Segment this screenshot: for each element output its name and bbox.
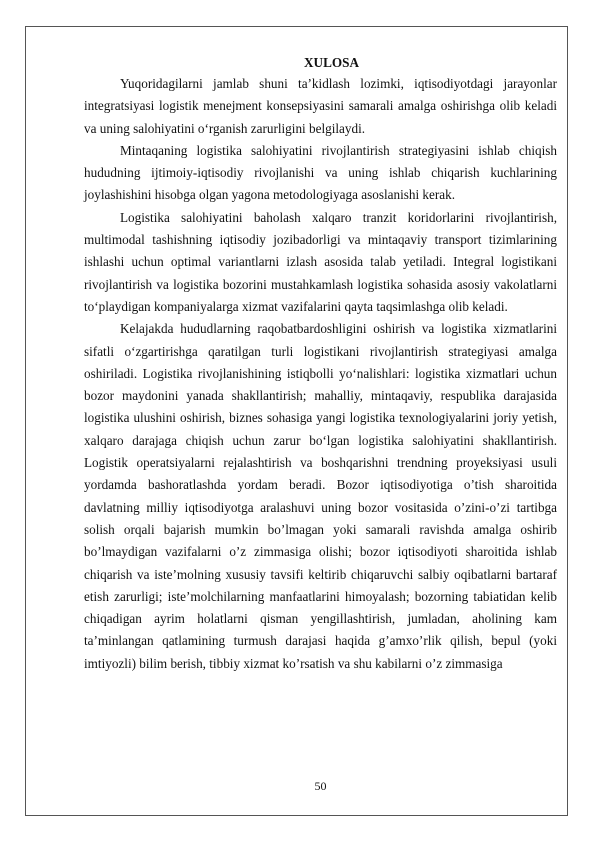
section-title: XULOSA (304, 55, 359, 70)
page-number: 50 (314, 779, 327, 793)
paragraph-3: Logistika salohiyatini baholash xalqaro tranzit koridorlarini rivojlantirish, multimodal tashishning iqtisodiy jozibadorligi va mintaqaviy transport tizimlarining ishlashi uchun optimal variantlarni izlash asosida talab yetiladi. Integral logistikani rivojlantirish va logistika bozorini mustahkamlash logistika sohasida asosiy vakolatlarni to‘playdigan kompaniyalarga xizmat vazifalarini qayta taqsimlashga olib keladi. (84, 209, 557, 314)
paragraph-1: Yuqoridagilarni jamlab shuni ta’kidlash lozimki, iqtisodiyotdagi jarayonlar integratsiyasi logistik menejment konsepsiyasini samarali amalga oshirishga olib keladi va uning salohiyatini o‘rganish zarurligini belgilaydi. (84, 76, 557, 136)
document-body (84, 55, 557, 675)
paragraph-4: Kelajakda hududlarning raqobatbardoshligini oshirish va logistika xizmatlarini sifatli o‘zgartirishga qaratilgan turli logistikani rivojlantirish strategiyasi amalga oshiriladi. Logistika rivojlanishining istiqbolli yo‘nalishlari: logistika xizmatlari uchun bozor maydonini yanada shakllantirish; mahalliy, mintaqaviy, respublika darajasida logistika ulushini oshirish, biznes sohasiga yangi logistika texnologiyalarini joriy yetish, xalqaro darajaga chiqish uchun zarur bo‘lgan logistika salohiyatini shakllantirish. Logistik operatsiyalarni rejalashtirish va boshqarishni trendning proyeksiyasi usuli yordamda bashoratlashda yordam beradi. Bozor iqtisodiyotiga o’tish sharoitida davlatning milliy iqtisodiyotga aralashuvi uning bozor vositasida o’zini-o’zi tartibga solish orqali bajarish mumkin bo’lmagan yoki samarali ravishda amalga oshirib bo’lmaydigan vazifalarni o’z zimmasiga olishi; bozor iqtisodiyoti sharoitida ishlab chiqarish va iste’molning xususiy tavsifi keltirib chiqaruvchi salbiy oqibatlarni bartaraf etish zarurligi; iste’molchilarning manfaatlarini himoyalash; bozorning tabiatidan kelib chiqadigan ayrim holatlarni qisman yengillashtirish, jumladan, aholining kam ta’minlangan qatlamining turmush darajasi haqida g’amxo’rlik qilish, bepul (yoki imtiyozli) bilim berish, tibbiy xizmat ko’rsatish va shu kabilarni o’z zimmasiga (84, 321, 557, 671)
paragraph-2: Mintaqaning logistika salohiyatini rivojlantirish strategiyasini ishlab chiqish hududning ijtimoiy-iqtisodiy rivojlanishi va uning ishlab chiqarish kuchlarining joylashishini hisobga olgan yagona metodologiyaga asoslanishi kerak. (84, 142, 557, 203)
